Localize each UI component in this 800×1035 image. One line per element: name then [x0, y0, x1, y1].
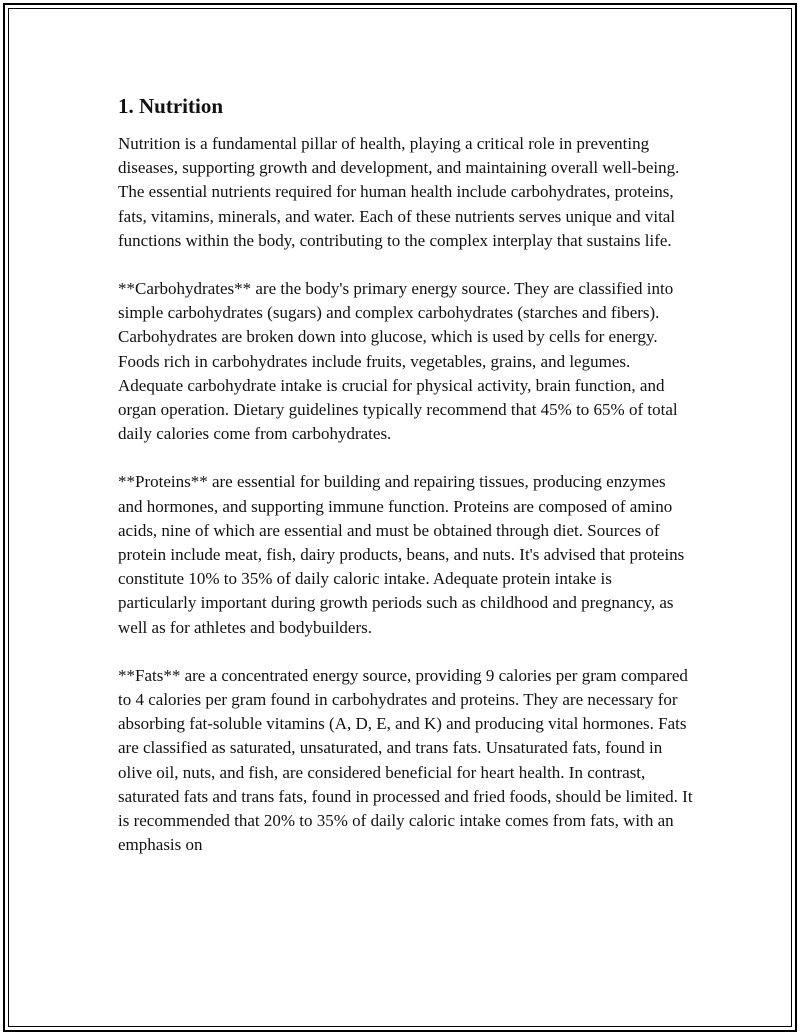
paragraph-intro: Nutrition is a fundamental pillar of health, playing a critical role in preventing diseases, supporting growth and development, and maintaining overall well-being. The essential nutrients required for human health include carbohydrates, proteins, fats, vitamins, minerals, and water. Each of these nutrients serves unique and vital functions within the body, contributing to the complex interplay that sustains life. — [118, 134, 680, 250]
paragraph-fats: **Fats** are a concentrated energy source, providing 9 calories per gram compared to 4 calories per gram found in carbohydrates and proteins. They are necessary for absorbing fat-soluble vitamins (A, D, E, and K) and producing vital hormones. Fats are classified as saturated, unsaturated, and trans fats. Unsaturated fats, found in olive oil, nuts, and fish, are considered beneficial for heart health. In contrast, saturated fats and trans fats, found in processed and fried foods, should be limited. It is recommended that 20% to 35% of daily caloric intake comes from fats, with an emphasis on — [118, 665, 693, 855]
section-heading: 1. Nutrition — [118, 94, 223, 118]
document-body — [118, 94, 693, 881]
paragraph-carbohydrates: **Carbohydrates** are the body's primary energy source. They are classified into simple carbohydrates (sugars) and complex carbohydrates (starches and fibers). Carbohydrates are broken down into glucose, which is used by cells for energy. Foods rich in carbohydrates include fruits, vegetables, grains, and legumes. Adequate carbohydrate intake is crucial for physical activity, brain function, and organ operation. Dietary guidelines typically recommend that 45% to 65% of total daily calories come from carbohydrates. — [118, 279, 678, 444]
paragraph-proteins: **Proteins** are essential for building and repairing tissues, producing enzymes and hormones, and supporting immune function. Proteins are composed of amino acids, nine of which are essential and must be obtained through diet. Sources of protein include meat, fish, dairy products, beans, and nuts. It's advised that proteins constitute 10% to 35% of daily caloric intake. Adequate protein intake is particularly important during growth periods such as childhood and pregnancy, as well as for athletes and bodybuilders. — [118, 472, 685, 637]
